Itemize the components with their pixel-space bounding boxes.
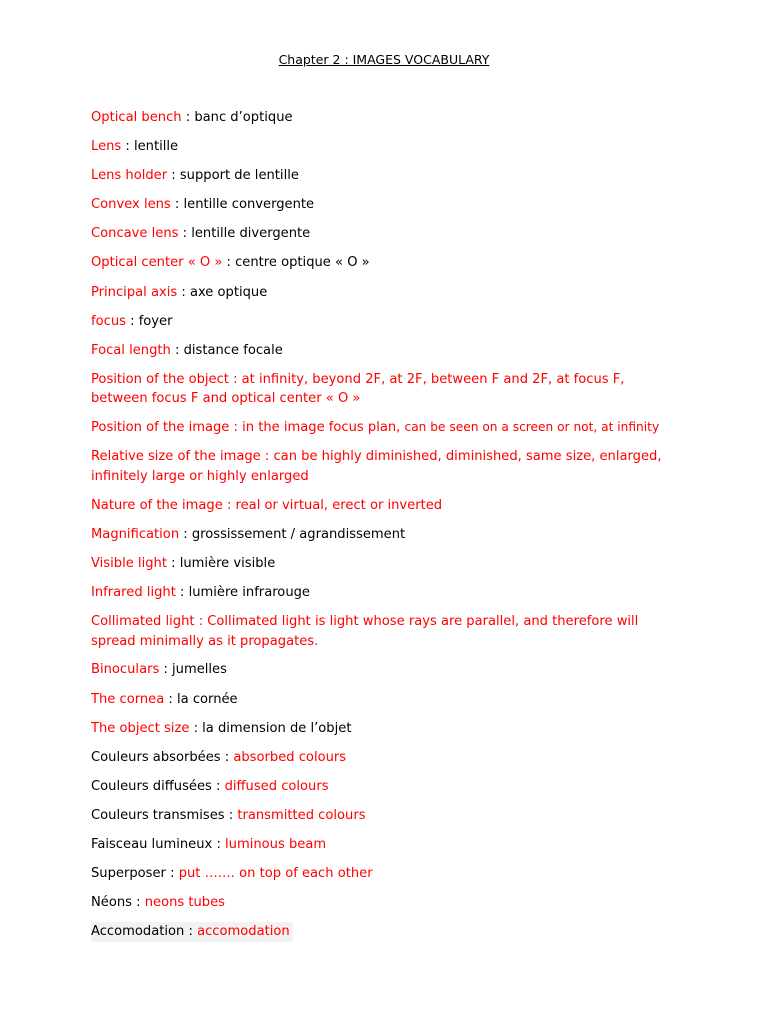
vocab-definition: : lentille divergente [178,226,311,242]
vocab-entry-optical-bench [91,108,676,128]
vocab-entry-collimated-light [91,612,676,651]
vocab-term: Lens [91,139,122,155]
vocab-term: The cornea [91,691,165,707]
vocab-definition: : support de lentille [167,168,299,184]
vocab-term: Binoculars [91,662,160,678]
vocab-entry-infrared-light [91,583,676,603]
vocab-definition: : foyer [125,313,173,329]
vocab-term: Magnification [91,526,180,542]
vocab-french-term: Accomodation : [91,924,198,940]
vocab-term: Concave lens [91,226,179,242]
vocab-term: Lens holder [91,168,168,184]
vocabulary-list [91,108,676,951]
vocab-french-term: Néons : [91,895,145,911]
vocab-definition: : centre optique « O » [222,255,370,271]
vocab-term: Optical bench [91,110,182,125]
vocab-entry-binoculars [91,660,676,680]
vocab-entry-superposer [91,864,676,884]
vocab-entry-convex-lens [91,195,676,215]
vocab-term: Infrared light [91,585,176,600]
vocab-english-translation: luminous beam [225,837,327,853]
vocab-term: Position of the object : at infinity, beyond 2F, at 2F, between F and 2F, at focus F, between focus F and optical center « O » [91,371,625,407]
vocab-term: Collimated light : Collimated light is light whose rays are parallel, and therefore will spread minimally as it propagates. [91,614,639,649]
vocab-entry-focus [91,312,676,332]
vocab-english-translation: absorbed colours [233,749,347,765]
vocab-definition: : la cornée [164,691,238,707]
vocab-definition: : jumelles [159,662,227,678]
vocab-entry-luminous-beam [91,835,676,855]
vocab-english-translation: neons tubes [144,895,225,911]
vocab-french-term: Couleurs absorbées : [91,749,234,765]
vocab-entry-neons [91,893,676,913]
vocab-term: Focal length [91,342,171,358]
vocab-entry-transmitted-colours [91,806,676,826]
vocab-term: Optical center « O » [91,255,223,271]
vocab-entry-lens-holder [91,166,676,186]
vocab-english-translation: transmitted colours [237,807,366,823]
vocab-entry-visible-light [91,554,676,574]
highlighted-line [91,922,293,942]
vocab-definition: : lentille convergente [170,197,315,213]
vocab-term: The object size [91,720,190,736]
vocab-entry-principal-axis [91,283,676,303]
vocab-definition: : la dimension de l’objet [189,720,352,736]
vocab-english-translation: accomodation [197,924,290,940]
vocab-term: Relative size of the image : can be highly diminished, diminished, same size, enlarged, infinitely large or highly enlarged [91,449,662,484]
vocab-entry-image-nature [91,496,676,516]
vocab-definition: : lumière infrarouge [175,585,310,600]
vocab-entry-object-position [91,370,676,409]
vocab-entry-concave-lens [91,224,676,244]
vocab-term: Nature of the image : real or virtual, erect or inverted [91,497,443,513]
vocab-definition: : lumière visible [166,555,276,571]
vocab-term: Position of the image : in the image focus plan, [91,420,405,436]
page-title: Chapter 2 : IMAGES VOCABULARY [278,52,490,67]
vocab-definition: : distance focale [170,342,283,358]
vocab-french-term: Couleurs diffusées : [91,778,225,794]
vocab-entry-optical-center [91,253,676,273]
vocab-entry-accomodation [91,922,676,942]
vocab-english-translation: put ……. on top of each other [178,866,373,882]
vocab-entry-image-position [91,418,676,438]
vocab-entry-focal-length [91,341,676,361]
vocab-french-term: Superposer : [91,866,179,882]
vocab-term-continuation: can be seen on a screen or not, at infinity [404,420,660,435]
vocab-definition: : axe optique [177,284,268,300]
vocab-definition: : banc d’optique [181,110,293,125]
vocab-term: Visible light [91,555,167,571]
vocab-french-term: Couleurs transmises : [91,807,238,823]
vocab-entry-object-size [91,719,676,739]
vocab-french-term: Faisceau lumineux : [91,837,226,853]
vocab-definition: : grossissement / agrandissement [179,526,406,542]
vocab-definition: : lentille [121,139,179,155]
vocab-term: Convex lens [91,197,171,213]
vocab-entry-lens [91,137,676,157]
vocab-term: focus [91,313,126,329]
vocab-entry-relative-size [91,447,676,486]
vocab-entry-diffused-colours [91,777,676,797]
vocab-entry-absorbed-colours [91,748,676,768]
vocab-english-translation: diffused colours [224,778,329,794]
vocab-entry-cornea [91,690,676,710]
vocab-entry-magnification [91,525,676,545]
vocab-term: Principal axis [91,284,178,300]
